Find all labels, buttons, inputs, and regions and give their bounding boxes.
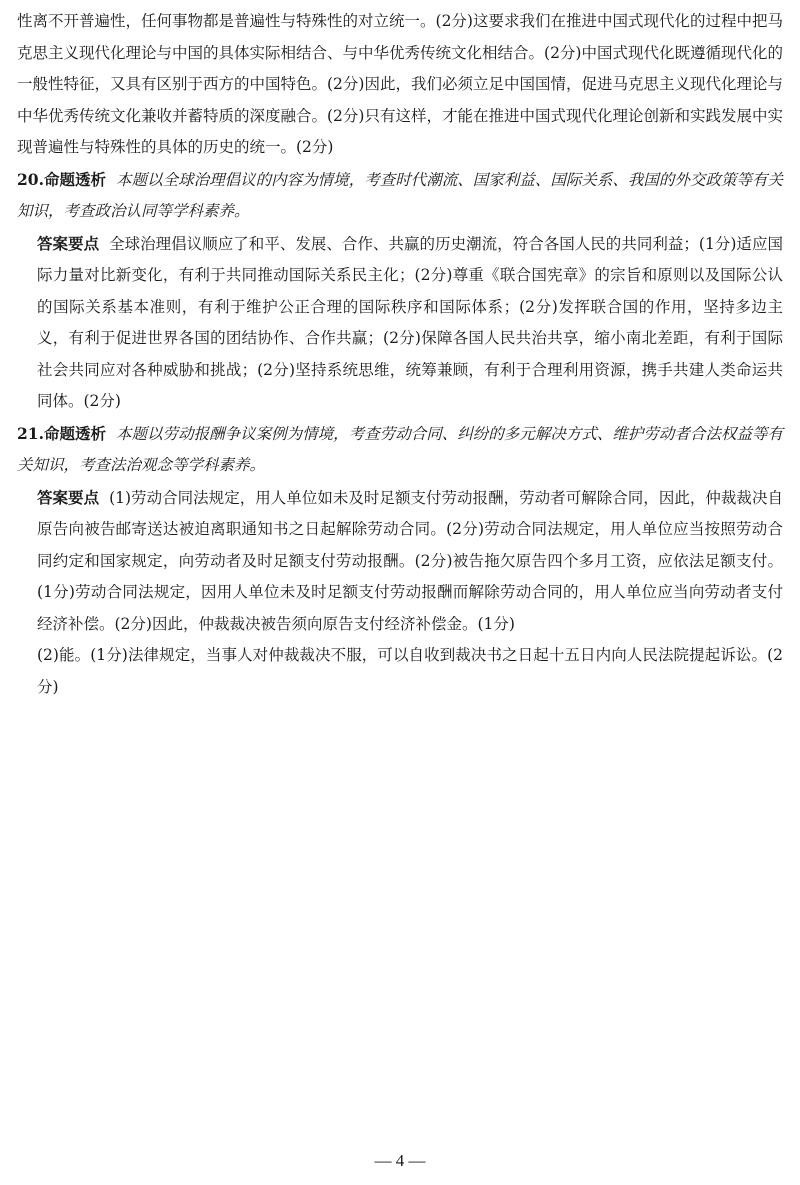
question-20-answer-label: 答案要点 (37, 233, 100, 253)
question-21-answer-label: 答案要点 (37, 487, 100, 507)
question-20-intro (17, 164, 783, 228)
page-number: — 4 — (374, 1151, 426, 1170)
question-20 (17, 164, 783, 418)
question-21-number: 21. (17, 423, 44, 443)
question-20-answer-text: 全球治理倡议顺应了和平、发展、合作、共赢的历史潮流，符合各国人民的共同利益；(1分)适应国际力量对比新变化，有利于共同推动国际关系民主化；(2分)尊重《联合国宪章》的宗旨和原则以及国际公认的国际关系基本准则，有利于维护公正合理的国际秩序和国际体系；(2分)发挥联合国的作用，坚持多边主义，有利于促进世界各国的团结协作、合作共赢；(2分)保障各国人民共治共享，缩小南北差距，有利于国际社会共同应对各种威胁和挑战；(2分)坚持系统思维，统筹兼顾，有利于合理利用资源，携手共建人类命运共同体。(2分) (37, 234, 783, 410)
question-20-answer (17, 228, 783, 418)
question-21-answer-text: (1)劳动合同法规定，用人单位如未及时足额支付劳动报酬，劳动者可解除合同，因此，仲裁裁决自原告向被告邮寄送达被迫离职通知书之日起解除劳动合同。(2分)劳动合同法规定，用人单位应当按照劳动合同约定和国家规定，向劳动者及时足额支付劳动报酬。(2分)被告拖欠原告四个多月工资，应依法足额支付。(1分)劳动合同法规定，因用人单位未及时足额支付劳动报酬而解除劳动合同的，用人单位应当向劳动者支付经济补偿。(2分)因此，仲裁裁决被告须向原告支付经济补偿金。(1分) (37, 488, 783, 633)
question-21-intro-label: 命题透析 (43, 423, 107, 443)
continuation-paragraph: 性离不开普遍性，任何事物都是普遍性与特殊性的对立统一。(2分)这要求我们在推进中国式现代化的过程中把马克思主义现代化理论与中国的具体实际相结合、与中华优秀传统文化相结合。(2分)中国式现代化既遵循现代化的一般性特征，又具有区别于西方的中国特色。(2分)因此，我们必须立足中国国情，促进马克思主义现代化理论与中华优秀传统文化兼收并蓄特质的深度融合。(2分)只有这样，才能在推进中国式现代化理论创新和实践发展中实现普遍性与特殊性的具体的历史的统一。(2分) (17, 12, 783, 156)
question-20-intro-label: 命题透析 (43, 169, 107, 189)
question-20-number: 20. (17, 169, 44, 189)
document-page (17, 6, 783, 703)
question-21-intro-text: 本题以劳动报酬争议案例为情境，考查劳动合同、纠纷的多元解决方式、维护劳动者合法权益等有关知识，考查法治观念等学科素养。 (17, 424, 783, 474)
question-21-intro (17, 418, 783, 482)
question-20-intro-text: 本题以全球治理倡议的内容为情境，考查时代潮流、国家利益、国际关系、我国的外交政策等有关知识，考查政治认同等学科素养。 (17, 170, 783, 220)
question-21-answer-part-2: (2)能。(1分)法律规定，当事人对仲裁裁决不服，可以自收到裁决书之日起十五日内向人民法院提起诉讼。(2分) (37, 646, 783, 696)
question-21-answer (17, 482, 783, 641)
question-21 (17, 418, 783, 704)
